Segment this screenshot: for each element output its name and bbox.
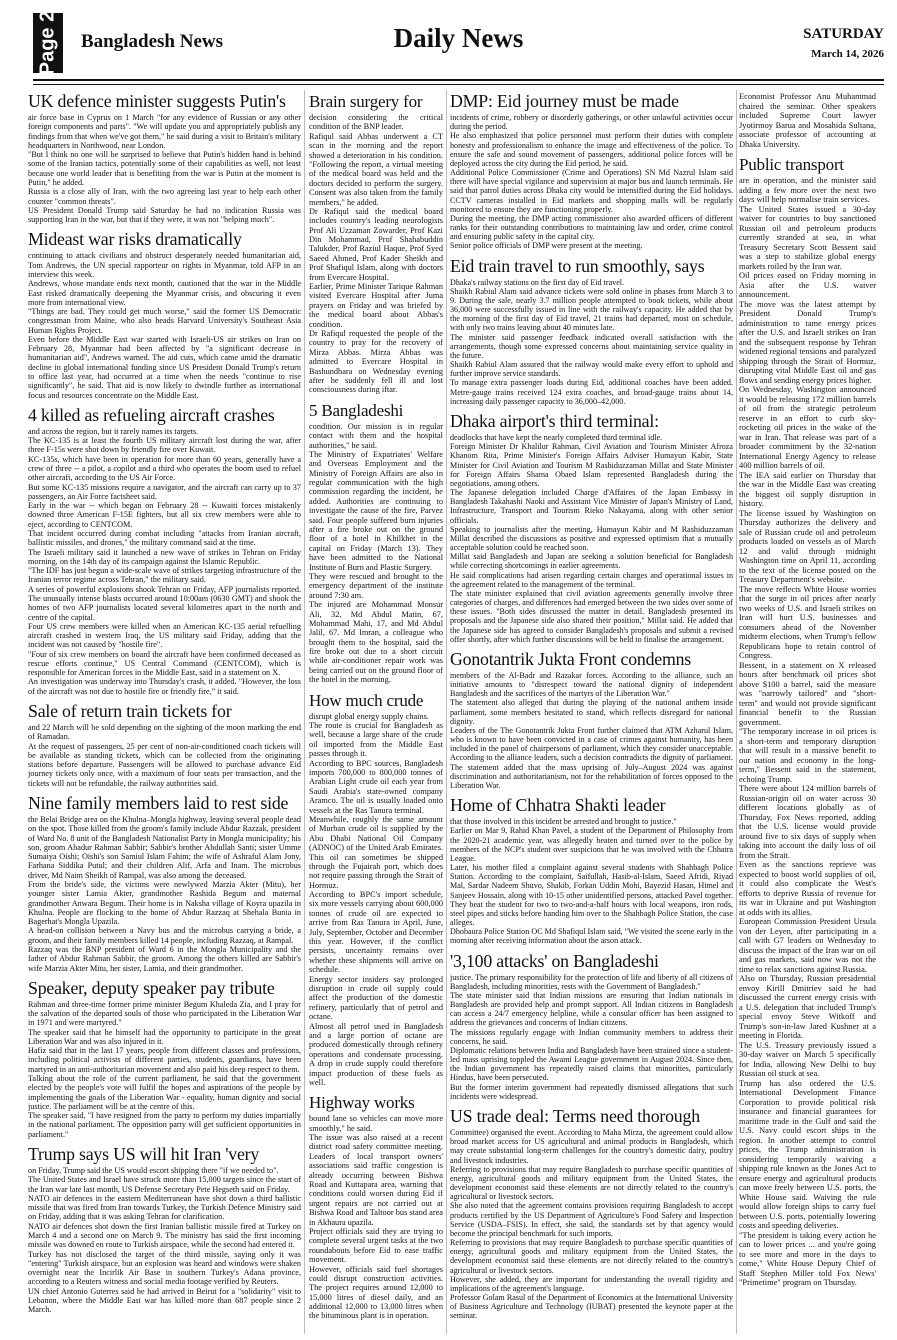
article-paragraph: US President Donald Trump said Saturday he had no indication Russia was supporting Iran in the war, but that if they were, it was not "helping much".: [28, 205, 301, 225]
article: [28, 1145, 301, 1315]
article-paragraph: The KC-135 is at least the fourth US military aircraft lost during the war, after three F-15s were shot down by friendly fire over Kuwait.: [28, 436, 301, 455]
article: [28, 230, 301, 400]
article-paragraph: The move was the latest attempt by President Donald Trump's administration to tame energy prices after the U.S. and Israeli strikes on Iran and the subsequent response by Tehran widened regional tensions and paralyzed shipping through the Strait of Hormuz, disrupting vital Middle East oil and gas flows and sending energy prices higher.: [739, 299, 876, 385]
article-paragraph: The United States and Israel have struck more than 15,000 targets since the start of the Iran war late last month, US Defense Secretary Pete Hegseth said on Friday.: [28, 1175, 301, 1194]
article-paragraph: are in operation, and the minister said adding a few more over the next two days will help normalise train services.: [739, 176, 876, 204]
article-paragraph: Leaders of the The Gonotantrik Jukta Front further claimed that ATM Azharul Islam, who is known to have been convicted in a case of crimes against humanity, has been included in the panel of chairpersons of parliament, which they consider unacceptable. According to the alliance leaders, such a decision contradicts the dignity of parliament. The statement added that the mass uprising of July–August 2024 was against discrimination and authoritarianism, not for the rehabilitation of forces opposed to the Liberation War.: [450, 725, 733, 790]
article-paragraph: "But I think no one will be surprised to believe that Putin's hidden hand is behind some of the Iranian tactics, potentially some of their capabilities as well, not least because one world leader that is benefiting from the war is Putin at the moment is Putin," he added.: [28, 150, 301, 187]
article-body: [309, 422, 443, 685]
article-paragraph: Millat said Bangladesh and Japan are seeking a solution beneficial for Bangladesh while correcting shortcomings in earlier agreements.: [450, 552, 733, 571]
article-paragraph: The statement also alleged that during the playing of the national anthem inside parliament, some members hesitated to stand, which reflects disregard for national dignity.: [450, 698, 733, 726]
article-headline: 5 Bangladeshi: [309, 400, 404, 420]
article-paragraph: Andrews, whose mandate ends next month, cautioned that the war in the Middle East risked dramatically deepening the Myanmar crisis, and obscuring it even more from international view.: [28, 279, 301, 307]
article-body: [28, 723, 301, 788]
article-body: [309, 712, 443, 1088]
article-headline: Nine family members laid to rest side: [28, 794, 289, 813]
article-paragraph: Dr Rafiqul requested the people of the country to pray for the recovery of Mirza Abbas. Mirza Abbas was admitted to Evercare Hospital in Bashundhara on Wednesday evening after he suddenly fell ill and lost consciousness during iftar.: [309, 328, 443, 395]
article-paragraph: Rafiqul said Abbas underwent a CT scan in the morning and the report showed a deterioration in his condition. "Following the report, a virtual meeting of the medical board was held and the doctors decided to perform the surgery. Consent was also taken from the family members," he added.: [309, 131, 443, 207]
article-paragraph: air force base in Cyprus on 1 March "for any evidence of Russian or any other foreign components and parts". "We will update you and appropriately publish any findings from that when we've got them," he said during a visit to Britain's military headquarters in Northwood, near London.: [28, 113, 301, 150]
article-paragraph: Energy sector insiders say prolonged disruption in crude oil supply could affect the production of the domestic refinery, particularly that of petrol and octane.: [309, 974, 443, 1022]
column-1: [28, 92, 301, 1332]
article-paragraph: The speaker said, "I have resigned from the party to perform my duties impartially in the national parliament. The opposition party will get sufficient opportunities in parliament.": [28, 1111, 301, 1139]
article-paragraph: and 22 March will be sold depending on the sighting of the moon marking the end of Ramadan.: [28, 723, 301, 742]
article-paragraph: They were rescued and brought to the emergency department of the institute around 7:30 am.: [309, 571, 443, 600]
article-paragraph: The Israeli military said it launched a new wave of strikes in Tehran on Friday morning, on the 14th day of its campaign against the Islamic Republic.: [28, 547, 301, 566]
article-paragraph: NATO air defences shot down the first Iranian ballistic missile fired at Turkey on March 4 and a second one on March 9. The ministry has said the first incoming missile was downed en route to Turkish airspace, while the second had entered it.: [28, 1221, 301, 1250]
article-paragraph: NATO air defences in the eastern Mediterranean have shot down a third ballistic missile that was fired from Iran towards Turkey, the Turkish Defence Ministry said on Friday, adding that it was asking Tehran for clarification.: [28, 1193, 301, 1222]
article-paragraph: He said complications had arisen regarding certain charges and operational issues in the agreement related to the management of the terminal.: [450, 570, 733, 589]
article-headline: DMP: Eid journey must be made: [450, 92, 679, 111]
article-paragraph: "The IDF has just begun a wide-scale wave of strikes targeting infrastructure of the Iranian terror regime across Tehran," the military said.: [28, 566, 301, 585]
article-headline: 4 killed as refueling aircraft crashes: [28, 405, 275, 425]
article-headline: Highway works: [309, 1093, 415, 1113]
column-2: [309, 92, 443, 1332]
article-body: [28, 815, 301, 973]
article-paragraph: continuing to attack civilians and obstruct desperately needed humanitarian aid, Tom Andrews, the UN special rapporteur on rights in Myanmar, told AFP in an interview this week.: [28, 251, 301, 279]
article-headline: US trade deal: Terms need thorough: [450, 1106, 700, 1126]
article-paragraph: The state minister said that Indian missions are ensuring that Indian nationals in Bangladesh are provided help and prompt support. All Indian citizens in Bangladesh can access a 24/7 emergency helpline, while a consular officer has been assigned to address the grievances and concerns of Indian citizens.: [450, 990, 733, 1028]
article-headline: Trump says US will hit Iran 'very: [28, 1145, 260, 1164]
article-paragraph: Economist Professor Anu Muhammad chaired the seminar. Other speakers included Supreme Court lawyer Jyotirmoy Barua and Mosahida Sultana, associate professor of accounting at Dhaka University.: [739, 92, 876, 149]
column-3: [450, 92, 733, 1332]
article-paragraph: Earlier, Prime Minister Tarique Rahman visited Evercare Hospital after Juma prayers on Friday and was briefed by the medical board about Abbas's condition.: [309, 282, 443, 329]
article-paragraph: However, she added, they are important for understanding the overall rigidity and implications of the agreement's language.: [450, 1274, 733, 1293]
article-paragraph: Even as the sanctions reprieve was expected to boost world supplies of oil, it could also complicate the West's efforts to deprive Russia of revenue for its war in Ukraine and put Washington at odds with its allies.: [739, 860, 876, 917]
article: [739, 92, 876, 149]
article-paragraph: An investigation was underway into Thursday's crash, it added. "However, the loss of the aircraft was not due to hostile fire or friendly fire," it said.: [28, 677, 301, 696]
article-paragraph: Hafiz said that in the last 17 years, people from different classes and professions, including political activists of different parties, students, guardians, have been martyred in an anti-authoritarian movement and also paid his deep respect to them.: [28, 1046, 301, 1074]
article-paragraph: Additional Police Commissioner (Crime and Operations) SN Md Nazrul Islam said there will have special vigilance and supervision at major bus and launch terminals. He said that patrol duties across Dhaka city would be intensified during the Eid holidays. CCTV cameras installed in Eid markets and shopping malls will be regularly monitored to ensure they are functioning properly.: [450, 168, 733, 214]
article-paragraph: A series of powerful explosions shook Tehran on Friday, AFP journalists reported. The unusually intense blasts occurred around 10:00am (0630 GMT) and shook the homes of two AFP journalists located several kilometres apart in the north and centre of the capital.: [28, 584, 301, 622]
article-paragraph: On Wednesday, Washington announced it would be releasing 172 million barrels of oil from the strategic petroleum reserve in an effort to curb sky-rocketing oil prices in the wake of the war in Iran. That release was part of a broader commitment by the 32-nation International Energy Agency to release 400 million barrels of oil.: [739, 385, 876, 470]
article-headline: Dhaka airport's third terminal:: [450, 411, 659, 431]
article-body: [450, 1128, 733, 1321]
article: [450, 650, 733, 790]
article-paragraph: According to BPC sources, Bangladesh imports 700,000 to 800,000 tonnes of Arabian Light crude oil each year from Saudi Arabia's state-owned company Aramco. The oil is usually loaded onto vessels at the Ras Tanura terminal.: [309, 758, 443, 815]
article-headline: Sale of return train tickets for: [28, 702, 232, 722]
article-paragraph: European Commission President Ursula von der Leyen, after participating in a call with G7 leaders on Wednesday to discuss the impact of the Iran war on oil and gas markets, said now was not the time to relax sanctions against Russia.: [739, 917, 876, 974]
article-paragraph: The route is crucial for Bangladesh as well, because a large share of the crude oil imported from the Middle East passes through it.: [309, 721, 443, 759]
article-paragraph: on Friday, Trump said the US would escort shipping there "if we needed to".: [28, 1166, 279, 1175]
article-paragraph: The issue was also raised at a recent district road safety committee meeting. Leaders of local transport owners' associations said traffic congestion is already occurring between Bishwa Road and Kuttapara area, warning that conditions could worsen during Eid if urgent repairs are not carried out at Bishwa Road and Taltoor bus stand area in Akhaura upazila.: [309, 1133, 443, 1227]
masthead-rule: [33, 79, 884, 81]
article-paragraph: Turkey has not disclosed the target of the third missile, saying only it was "entering" Turkish airspace, but an explosion was heard and windows were shaken overnight near the Incirlik Air Base in southern Turkey's Adana province, according to a Reuters witness and social media footage verified by Reuters.: [28, 1249, 301, 1287]
article-paragraph: bound lane so vehicles can move more smoothly," he said.: [309, 1114, 443, 1133]
article-headline: Home of Chhatra Shakti leader: [450, 796, 666, 816]
article-headline: '3,100 attacks' on Bangladeshi: [450, 951, 659, 971]
article: [450, 92, 733, 251]
section-title: Daily News: [393, 23, 524, 53]
article-paragraph: To manage extra passenger loads during Eid, additional coaches have been added. Metre-gauge trains received 124 extra coaches, and broad-gauge trains about 14, increasing daily passenger capacity to 36,000–42,000.: [450, 378, 733, 406]
weekday: SATURDAY: [803, 26, 884, 42]
article-headline: UK defence minister suggests Putin's: [28, 92, 286, 111]
article-paragraph: justice. The primary responsibility for the protection of life and liberty of all citizens of Bangladesh, including minorities, rests with the Government of Bangladesh.": [450, 972, 733, 991]
article: [28, 92, 301, 224]
article-paragraph: Early in the war -- which began on February 28 -- Kuwaiti forces mistakenly downed three American F-15E fighters, but all six crew members were able to eject, according to CENTCOM.: [28, 501, 301, 529]
article-body: [739, 176, 876, 1288]
article-paragraph: A head-on collision between a Navy bus and the microbus carrying a bride, a groom, and their family members killed 14 people, including Razzaq, at Rampal.: [28, 926, 301, 945]
article: [739, 155, 876, 1288]
article-body: [28, 113, 301, 224]
article-paragraph: The speaker said that he himself had the opportunity to participate in the great Liberation War and was also injured in it.: [28, 1027, 301, 1046]
article-headline: Gonotantrik Jukta Front condemns: [450, 649, 692, 669]
masthead: [33, 10, 884, 76]
article: [450, 257, 733, 406]
article-paragraph: incidents of crime, robbery or disorderly gatherings, or other unlawful activities occur during the period.: [450, 113, 733, 132]
article-paragraph: that those involved in this incident be arrested and brought to justice.": [450, 817, 677, 827]
article-body: [450, 433, 733, 644]
article-body: [739, 92, 876, 149]
article-body: [309, 1114, 443, 1321]
issue-date: March 14, 2026: [811, 48, 884, 60]
article: [450, 952, 733, 1101]
article-paragraph: Dhobaura Police Station OC Md Shafiqul Islam said, "We visited the scene early in the morning after receiving information about the arson attack.: [450, 927, 733, 946]
article: [28, 794, 301, 973]
article-paragraph: the Belai Bridge area on the Khulna–Mongla highway, leaving several people dead on the spot. Those killed from the groom's family include Abdur Razzak, president of Ward No. 8 unit of the Bangladesh Nationalist Party in Mongla municipality; his son, groom Abadur Rahman Sabbir; Sabbir's brother Abdullah Santi; sister Umme Sumaiya Oishi; Oishi's son Samiul Islam Fahim; the wife of Ashraful Alam Jony, Farhana Siddika Putul; and their children Alif, Arfa and Inam. The microbus driver, Md Naim Sheikh of Rampal, was also among the deceased.: [28, 815, 301, 880]
article-paragraph: Russia is a close ally of Iran, with the two agreeing last year to help each other counter "common threats".: [28, 187, 301, 206]
article: [309, 1093, 443, 1321]
article-paragraph: That incident occurred during combat including "attacks from Iranian aircraft, ballistic missiles, and drones," the military command said at the time.: [28, 528, 301, 548]
column-divider: [736, 90, 737, 1334]
article: [28, 979, 301, 1139]
article-paragraph: The U.S. Treasury previously issued a 30-day waiver on March 5 specifically for India, allowing New Delhi to buy Russian oil stuck at sea.: [739, 1040, 876, 1078]
article-paragraph: Earlier on Mar 9, Rahid Khan Pavel, a student of the Department of Philosophy from the 2020-21 academic year, was allegedly beaten and turned over to the police by members of the NCP's student over suspicions that he was involved with the Chhatra League.: [450, 826, 733, 863]
article-paragraph: "The president is taking every action he can to lower prices ... and you're going to see more and more in the days to come," White House Deputy Chief of Staff Stephen Miller told Fox News' "Primetime" program on Thursday.: [739, 1230, 876, 1287]
article-paragraph: Meanwhile, roughly the same amount of Murban crude oil is supplied by the Abu Dhabi National Oil Company (ADNOC) of the United Arab Emirates. This oil can sometimes be shipped through the Fujairah port, which does not require passing through the Strait of Hormuz.: [309, 814, 443, 890]
article-paragraph: But the former interim government had repeatedly dismissed allegations that such incidents were widespread.: [450, 1082, 733, 1101]
article-paragraph: Talking about the role of the current parliament, he said that the government elected by the people's vote will fulfil the hopes and aspirations of the people by implementing the goals of the Liberation War - equality, human dignity and social justice. The parliament will be at the centre of this.: [28, 1074, 301, 1111]
article-paragraph: Rahman and three-time former prime minister Begum Khaleda Zia, and I pray for the salvation of the departed souls of those who participated in the Liberation War in 1971 and were martyred.": [28, 999, 301, 1028]
article-paragraph: Committee) organised the event. According to Maha Mirza, the agreement could allow broad market access for US agricultural and animal products in Bangladesh, which may create substantial long-term challenges for the country's domestic dairy, poultry and livestock industries.: [450, 1127, 733, 1165]
article-paragraph: Four US crew members were killed when an American KC-135 aerial refuelling aircraft crashed in western Iraq, the US military said Friday, adding that the incident was not caused by "hostile fire".: [28, 621, 301, 650]
article-paragraph: Foreign Minister Dr Khalilur Rahman, Civil Aviation and Tourism Minister Afroza Khanom Rita, Prime Minister's Foreign Affairs Adviser Humayun Kabir, State Minister for Civil Aviation and Tourism M Rashiduzzaman Millat and State Minister for Foreign Affairs Shama Obaed Islam represented Bangladesh during the negotiations, among others.: [450, 442, 733, 488]
article-paragraph: The license issued by Washington on Thursday authorizes the delivery and sale of Russian crude oil and petroleum products loaded on vessels as of March 12 and valid through midnight Washington time on April 11, according to the text of the license posted on the Treasury Department's website.: [739, 508, 876, 584]
article-paragraph: From the bride's side, the victims were newlywed Marzia Akter (Mitu), her younger sister Lamia Akter, grandmother Rashida Begum and maternal grandmother Anwara Begum. Their home is in Naksha village of Koyra upazila in Khulna. People are flocking to the home of Abdur Razzaq at Shehala Bunia in Bagerhat's Mongla Upazila.: [28, 879, 301, 927]
article-paragraph: Referring to provisions that may require Bangladesh to purchase specific quantities of energy, agricultural goods and military equipment from the United States, the development economist said these elements are not directly related to the country's agricultural or livestock sectors.: [450, 1164, 733, 1202]
article-paragraph: Even before the Middle East war started with Israeli-US air strikes on Iran on February 28, Myanmar had been affected by "a significant decrease in humanitarian aid", Andrews warned. The aid cuts, which came amid the dramatic decline in global international funding since US President Donald Trump's return to office last year, had occurred at a time when the needs "continue to rise significantly", he said. That aid is now likely to dwindle further as international focus and resources concentrate on the Middle East.: [28, 334, 301, 400]
article-body: [450, 113, 733, 251]
article-body: [28, 251, 301, 400]
article-paragraph: Dr Rafiqul said the medical board includes country's leading neurologists Prof Ali Uzzaman Zowarder, Prof Kazi Din Mohammad, Prof Shahabuddin Talukder, Prof Raziul Haque, Prof Syed Saeed Ahmed, Prof Kader Sheikh and Prof Shafiqul Islam, along with doctors from Evercare Hospital.: [309, 206, 443, 282]
article: [28, 702, 301, 788]
article-headline: Public transport: [739, 155, 844, 174]
article-paragraph: The Ministry of Expatriates' Welfare and Overseas Employment and the Ministry of Foreign Affairs are also in regular communication with the high commission regarding the incident, he added. Authorities are continuing to investigate the cause of the fire, Parvez said. Four people suffered burn injuries after a fire broke out on the ground floor of a hotel in Khilkhet in the capital on Friday (March 13). They have been admitted to the National Institute of Burn and Plastic Surgery.: [309, 449, 443, 572]
article: [450, 796, 733, 945]
article-paragraph: Later, his mother filed a complaint against several students with Shahbagh Police Station. According to the complaint, Saifullah, Hasib-al-Islam, Saeed Afridi, Riyad Mal, Sardar Nadeem Shuvo, Shakib, Forkan Uddin Mohi, Bayezid Hasan, Himel and Sanjeev Hossain, along with 10-15 other unidentified persons, attacked Pavel together. They beat the student for two to two-and-a-half hours with local weapons, iron rods, steel pipes and sticks before handing him over to the Shahbagh Police Station, the case alleges.: [450, 863, 733, 928]
article-paragraph: members of the Al-Badr and Razakar forces. According to the alliance, such an initiative amounts to "disrespect toward the national dignity of independent Bangladesh and the sacrifices of the martyrs of the Liberation War.": [450, 670, 733, 699]
article-paragraph: The injured are Mohammad Monsur Ali, 32, Md Abdul Matin, 67, Mohammad Mahi, 17, and Md Abdul Jalil, 67. Md Imran, a colleague who brought them to the hospital, said the fire broke out due to a short circuit while air-conditioner repair work was being carried out on the ground floor of the hotel in the morning.: [309, 600, 443, 685]
article-paragraph: Referring to provisions that may require Bangladesh to purchase specific quantities of energy, agricultural goods and military equipment from the United States, the development economist said these elements are not directly related to the country's agricultural or livestock sectors.: [450, 1238, 733, 1275]
article-paragraph: "Things are bad. They could get much worse," said the former US Democratic congressman from Maine, who also heads Harvard University's Southeast Asia Human Rights Project.: [28, 307, 301, 335]
article-body: [309, 113, 443, 395]
article-paragraph: decision considering the critical condition of the BNP leader.: [309, 113, 443, 132]
article-paragraph: However, officials said fuel shortages could disrupt construction activities. The project requires around 12,000 to 15,000 litres of diesel daily, and an additional 12,000 to 13,000 litres when the bituminous plant is in operation.: [309, 1264, 443, 1321]
article-body: [450, 817, 733, 945]
article-body: [450, 973, 733, 1101]
article: [309, 691, 443, 1088]
column-divider: [304, 90, 305, 1334]
article: [309, 92, 443, 395]
article-paragraph: Dhaka's railway stations on the first day of Eid travel.: [450, 277, 625, 287]
column-divider: [446, 90, 447, 1334]
article: [309, 401, 443, 685]
article-paragraph: During the meeting, the DMP acting commissioner also awarded officers of different ranks for their outstanding contributions to maintaining law and order, crime control and ensuring public safety in the capital city.: [450, 213, 733, 242]
article-paragraph: But some KC-135 missions require a navigator, and the aircraft can carry up to 37 passengers, an Air Force factsheet said.: [28, 482, 301, 501]
article-body: [28, 1166, 301, 1315]
article-paragraph: Razzaq was the BNP president of Ward 6 in the Mongla Municipality and the father of Abdur Rahman Sabbir, the groom. Among the others killed are Sabbir's wife Marzia Akter Mitu, her sister, Lamia, and their grandmother.: [28, 944, 301, 973]
article-headline: Speaker, deputy speaker pay tribute: [28, 978, 275, 998]
article-body: [28, 427, 301, 696]
article-paragraph: "The temporary increase in oil prices is a short-term and temporary disruption that will result in a massive benefit to our nation and economy in the long-term," Bessent said in the statement, echoing Trump.: [739, 727, 876, 784]
article-paragraph: The Japanese delegation included Charge d'Affaires of the Japan Embassy in Bangladesh Takahashi Naoki and Assistant Vice Minister of Japan's Ministry of Land, Infrastructure, Transport and Tourism Rieko Nakayama, along with other senior officials.: [450, 488, 733, 525]
article-paragraph: Shaikh Rabiul Alam said advance tickets were sold online in phases from March 3 to 9. During the sale, nearly 3.7 million people attempted to book tickets, while about 36,000 were successfully issued in line with the railway's capacity. He added that by the morning of the first day of Eid travel, 21 trains had departed, most on schedule, with only two trains leaving about 40 minutes late.: [450, 286, 733, 333]
article-paragraph: KC-135s, which have been in operation for more than 60 years, generally have a crew of three -- a pilot, a copilot and a third who operates the boom used to refuel other aircraft, according to the US Air Force.: [28, 454, 301, 483]
masthead-rule-thin: [33, 84, 884, 85]
column-4: [739, 92, 876, 1332]
article-paragraph: According to BPC's import schedule, six more vessels carrying about 600,000 tonnes of crude oil are expected to arrive from Ras Tanura in April, June, July, September, October and December this year. However, if the conflict persists, uncertainty remains over whether these shipments will arrive on schedule.: [309, 890, 443, 975]
article-paragraph: The IEA said earlier on Thursday that the war in the Middle East was creating the biggest oil supply disruption in history.: [739, 470, 876, 508]
article-paragraph: The minister said passenger feedback indicated overall satisfaction with the arrangements, though some expressed concerns about maintaining service quality in the future.: [450, 332, 733, 360]
article-paragraph: At the request of passengers, 25 per cent of non-air-conditioned coach tickets will be available as standing tickets, which can be collected from the originating stations before departure. Passengers will be allowed to purchase advance Eid journey tickets only once, with a maximum of four seats per transaction, and the tickets will not be refundable, the railway authorities said.: [28, 741, 301, 788]
article-paragraph: The United States issued a 30-day waiver for countries to buy sanctioned Russian oil and petroleum products currently stranded at sea, in what Treasury Secretary Scott Bessent said was a step to stabilize global energy markets roiled by the Iran war.: [739, 204, 876, 271]
article-headline: Mideast war risks dramatically: [28, 230, 242, 250]
article: [28, 406, 301, 696]
page-number: Page 2: [36, 10, 59, 76]
article-paragraph: There were about 124 million barrels of Russian-origin oil on water across 30 different locations globally as of Thursday, Fox News reported, adding that the U.S. license would provide around five to six days of supply when taking into account the daily loss of oil from the Strait.: [739, 784, 876, 860]
article-body: [450, 671, 733, 790]
article-headline: Brain surgery for: [309, 92, 423, 111]
article-paragraph: He also emphasized that police personnel must perform their duties with complete honesty and professionalism to enhance the image and effectiveness of the police. To ensure the safe and sound movement of passengers, additional police forces will be deployed across the city during the Eid period, he said.: [450, 131, 733, 168]
article-paragraph: The missions regularly engage with Indian community members to address their concerns, he said.: [450, 1027, 733, 1046]
article-paragraph: Diplomatic relations between India and Bangladesh have been strained since a student-led mass uprising toppled the Awami League government in August 2024. Since then, the Indian government has repeatedly raised claims that minorities, particularly Hindus, have been persecuted.: [450, 1045, 733, 1083]
article-paragraph: Also on Thursday, Russian presidential envoy Kirill Dmitriev said he had discussed the current energy crisis with a U.S. delegation that included Trump's special envoy Steve Witkoff and Trump's son-in-law Jared Kushner at a meeting in Florida.: [739, 974, 876, 1040]
article-paragraph: The move reflects White House worries that the surge in oil prices after nearly two weeks of U.S. and Israeli strikes on Iran will hurt U.S. businesses and consumers ahead of the November midterm elections, when Trump's fellow Republicans hope to retain control of Congress.: [739, 584, 876, 660]
article-paragraph: The state minister explained that civil aviation agreements generally involve three categories of charges, and differences had emerged between the two sides over some of these issues. "Both sides discussed the matter in detail. Bangladesh presented its proposals and the Japanese side also shared their position," Millat said. He added that the Japanese side has agreed to consider Bangladesh's proposals and submit a revised offer shortly, after which further discussions will be held to finalise the arrangement.: [450, 588, 733, 644]
article-paragraph: Almost all petrol used in Bangladesh and a large portion of octane are produced domestically through refinery operations and condensate processing. A drop in crude supply could therefore impact production of these fuels as well.: [309, 1021, 443, 1087]
brand-name: Bangladesh News: [81, 31, 223, 52]
article: [450, 412, 733, 644]
article-paragraph: UN chief Antonio Guterres said he had arrived in Beirut for a "solidarity" visit to Lebanon, where the Middle East war has killed more than 687 people since 2 March.: [28, 1286, 301, 1315]
article-paragraph: "Four of six crew members on board the aircraft have been confirmed deceased as rescue efforts continue," US Central Command (CENTCOM), which is responsible for American forces in the Middle East, said in a statement on X.: [28, 649, 301, 678]
article-paragraph: Oil prices eased on Friday morning in Asia after the U.S. waiver announcement.: [739, 271, 876, 299]
article-paragraph: deadlocks that have kept the nearly completed third terminal idle.: [450, 432, 663, 442]
article-paragraph: Shaikh Rabiul Alam assured that the railway would make every effort to uphold and further improve service standards.: [450, 360, 733, 379]
article-body: [28, 1000, 301, 1139]
article-paragraph: Speaking to journalists after the meeting, Humayun Kabir and M Rashiduzzaman Millat described the discussions as positive and expressed optimism that a mutually acceptable solution could be reached soon.: [450, 524, 733, 553]
article-paragraph: condition. Our mission is in regular contact with them and the hospital authorities," he said.: [309, 421, 443, 450]
article-paragraph: Trump has also ordered the U.S. International Development Finance Corporation to provide political risk insurance and financial guarantees for maritime trade in the Gulf and said the U.S. Navy could escort ships in the region. In another attempt to control prices, the Trump administration is considering temporarily waiving a shipping rule known as the Jones Act to ensure energy and agricultural products can move freely between U.S. ports, the White House said. Waiving the rule would allow foreign ships to carry fuel between U.S. ports, potentially lowering costs and speeding deliveries.: [739, 1078, 876, 1230]
article-paragraph: disrupt global energy supply chains.: [309, 711, 429, 721]
article-paragraph: Senior police officials of DMP were present at the meeting.: [450, 241, 643, 251]
article-paragraph: Bessent, in a statement on X released hours after benchmark oil prices shot above $100 a barrel, said the measure was "narrowly tailored" and "short-term" and would not provide significant financial benefit to the Russian government.: [739, 660, 876, 727]
article-body: [450, 278, 733, 406]
article-paragraph: Project officials said they are trying to complete several urgent tasks at the two roundabouts before Eid to ease traffic movement.: [309, 1226, 443, 1265]
article-headline: Eid train travel to run smoothly, says: [450, 256, 705, 276]
article-paragraph: She also noted that the agreement contains provisions requiring Bangladesh to accept products certified by the US Department of Agriculture's Food Safety and Inspection Service (USDA–FSIS). In effect, she said, the standards set by that agency would become the principal benchmark for such imports.: [450, 1201, 733, 1238]
article: [450, 1107, 733, 1321]
article-headline: How much crude: [309, 690, 424, 710]
article-paragraph: Professor Golam Rasul of the Department of Economics at the International University of Business Agriculture and Technology (IUBAT) presented the keynote paper at the seminar.: [450, 1293, 733, 1321]
article-paragraph: and across the region, but it rarely names its targets.: [28, 426, 199, 436]
